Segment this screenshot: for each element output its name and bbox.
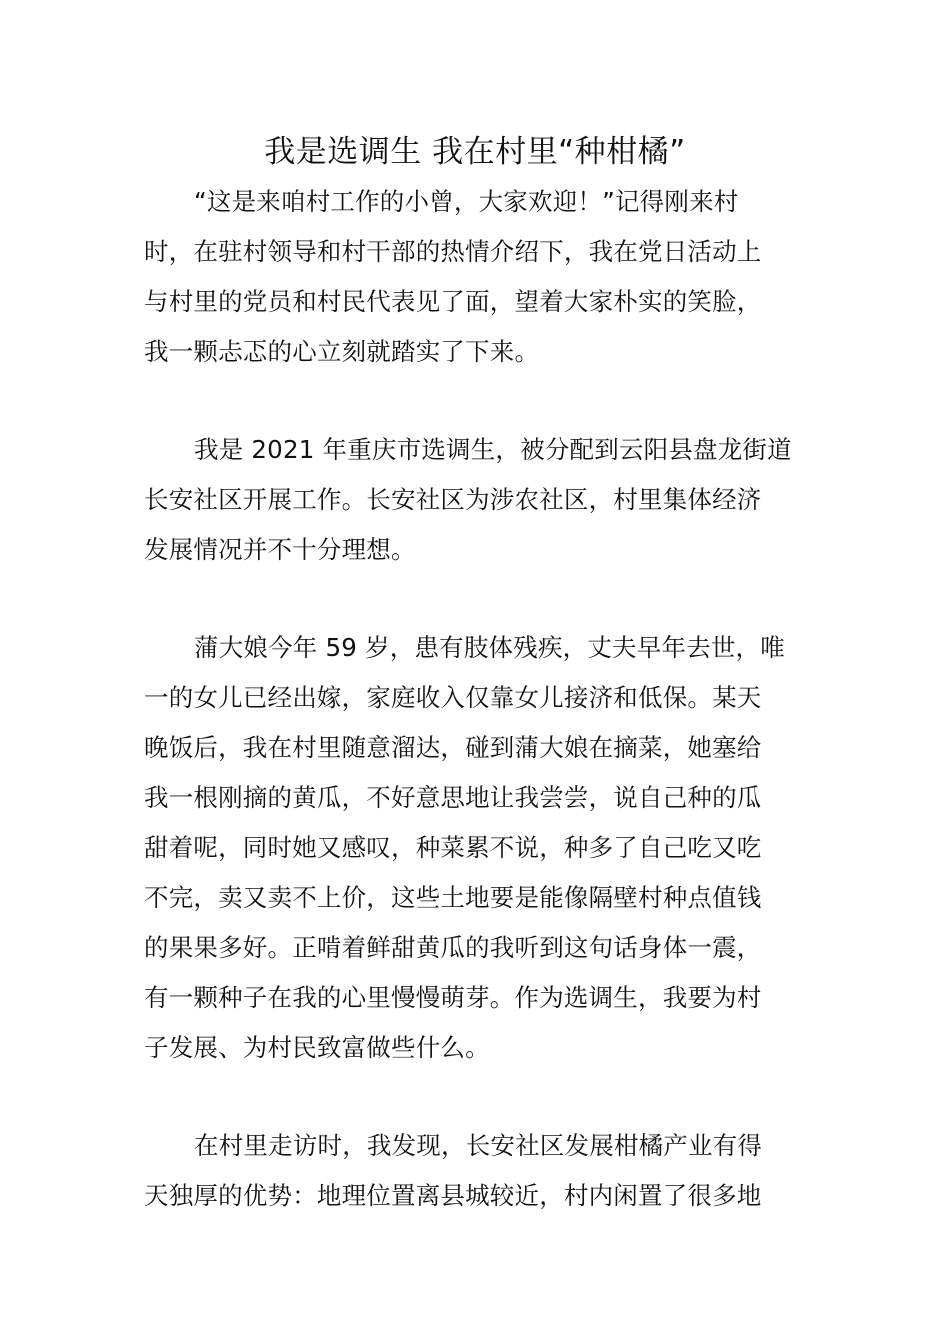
paragraph-1-line-1: “这是来咱村工作的小曾，大家欢迎！”记得刚来村 (194, 187, 739, 216)
paragraph-2-line-3: 发展情况并不十分理想。 (144, 535, 416, 564)
paragraph-3-line-7: 的果果多好。正啃着鲜甜黄瓜的我听到这句话身体一震， (144, 933, 762, 962)
paragraph-2-line-2: 长安社区开展工作。长安社区为涉农社区，村里集体经济 (144, 485, 762, 514)
paragraph-3-line-1: 蒲大娘今年 59 岁，患有肢体残疾，丈夫早年去世，唯 (194, 633, 785, 662)
paragraph-3-line-3: 晚饭后，我在村里随意溜达，碰到蒲大娘在摘菜，她塞给 (144, 733, 762, 762)
paragraph-3-line-2: 一的女儿已经出嫁，家庭收入仅靠女儿接济和低保。某天 (144, 683, 762, 712)
paragraph-4-line-1: 在村里走访时，我发现，长安社区发展柑橘产业有得 (194, 1131, 763, 1160)
paragraph-3-line-5: 甜着呢，同时她又感叹，种菜累不说，种多了自己吃又吃 (144, 833, 762, 862)
paragraph-2-line-1: 我是 2021 年重庆市选调生，被分配到云阳县盘龙街道 (194, 435, 792, 464)
paragraph-1-line-4: 我一颗忐忑的心立刻就踏实了下来。 (144, 337, 540, 366)
paragraph-3-line-9: 子发展、为村民致富做些什么。 (144, 1033, 490, 1062)
paragraph-1-line-2: 时，在驻村领导和村干部的热情介绍下，我在党日活动上 (144, 237, 762, 266)
paragraph-4-line-2: 天独厚的优势：地理位置离县城较近，村内闲置了很多地 (144, 1181, 762, 1210)
paragraph-3-line-4: 我一根刚摘的黄瓜，不好意思地让我尝尝，说自己种的瓜 (144, 783, 762, 812)
paragraph-1-line-3: 与村里的党员和村民代表见了面，望着大家朴实的笑脸， (144, 287, 762, 316)
page-title: 我是选调生 我在村里“种柑橘” (264, 134, 686, 170)
paragraph-3-line-6: 不完，卖又卖不上价，这些土地要是能像隔壁村种点值钱 (144, 883, 762, 912)
paragraph-3-line-8: 有一颗种子在我的心里慢慢萌芽。作为选调生，我要为村 (144, 983, 762, 1012)
